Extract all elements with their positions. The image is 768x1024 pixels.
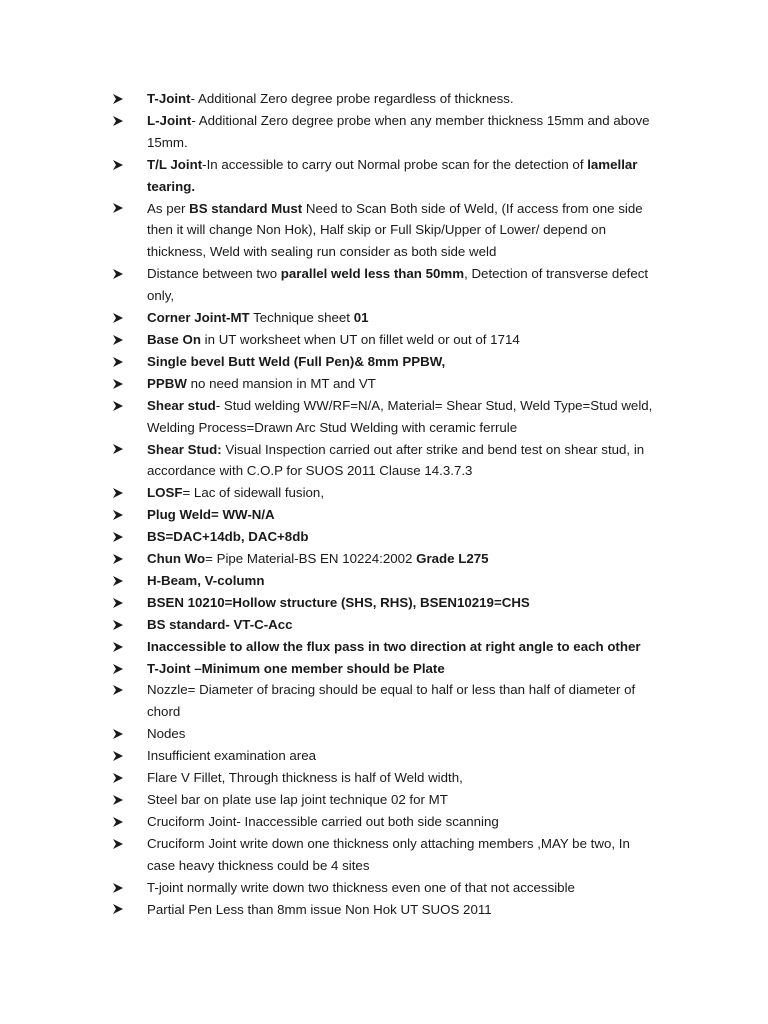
body-text: Partial Pen Less than 8mm issue Non Hok UT SUOS 2011 xyxy=(147,901,492,917)
arrow-bullet-icon xyxy=(112,789,130,811)
arrow-bullet-icon xyxy=(112,351,130,373)
bold-text: T/L Joint xyxy=(147,156,203,172)
list-item xyxy=(112,351,657,373)
list-item xyxy=(112,745,657,767)
list-item xyxy=(112,373,657,395)
list-item xyxy=(112,614,657,636)
arrow-bullet-icon xyxy=(112,679,130,701)
bullet-list xyxy=(112,88,657,920)
bold-text: Shear Stud: xyxy=(147,441,222,457)
list-item xyxy=(112,154,657,198)
body-text: - Additional Zero degree probe when any member thickness 15mm and above 15mm. xyxy=(147,112,650,150)
body-text: Visual Inspection carried out after strike and bend test on shear stud, in accordance with C.O.P for SUOS 2011 Clause 14.3.7.3 xyxy=(147,441,645,479)
body-text: Distance between two xyxy=(147,266,281,282)
list-item xyxy=(112,592,657,614)
list-item xyxy=(112,789,657,811)
arrow-bullet-icon xyxy=(112,899,130,921)
body-text: Flare V Fillet, Through thickness is half of Weld width, xyxy=(147,770,463,786)
body-text: Technique sheet xyxy=(249,310,354,326)
bold-text: BS standard Must xyxy=(189,200,303,216)
list-item xyxy=(112,767,657,789)
body-text: Need to Scan Both side of Weld, (If access from one side then it will change Non Hok), Half skip or Full Skip/Upper of Lower/ depend on thickness, Weld with sealing run consider as both side weld xyxy=(147,200,643,260)
arrow-bullet-icon xyxy=(112,329,130,351)
arrow-bullet-icon xyxy=(112,767,130,789)
arrow-bullet-icon xyxy=(112,526,130,548)
list-item xyxy=(112,548,657,570)
list-item xyxy=(112,439,657,483)
body-text: As per xyxy=(147,200,190,216)
body-text: - Additional Zero degree probe regardless of thickness. xyxy=(190,91,514,106)
list-item xyxy=(112,395,657,439)
bold-text: Single bevel Butt Weld (Full Pen)& 8mm PPBW, xyxy=(147,353,446,369)
bold-text: Shear stud xyxy=(147,397,216,413)
arrow-bullet-icon xyxy=(112,833,130,855)
body-text: , Detection of transverse defect only, xyxy=(147,266,649,304)
arrow-bullet-icon xyxy=(112,592,130,614)
list-item xyxy=(112,482,657,504)
list-item xyxy=(112,504,657,526)
bold-text: Base On xyxy=(147,331,201,347)
bold-text: BS standard- VT-C-Acc xyxy=(147,616,293,632)
bold-text: 01 xyxy=(353,310,369,326)
bold-text: T-Joint –Minimum one member should be Plate xyxy=(147,660,445,676)
arrow-bullet-icon xyxy=(112,439,130,461)
body-text: Nozzle= Diameter of bracing should be equal to half or less than half of diameter of chord xyxy=(147,682,636,720)
body-text: T-joint normally write down two thickness even one of that not accessible xyxy=(147,879,575,895)
list-item xyxy=(112,570,657,592)
bold-text: Grade L275 xyxy=(416,551,489,567)
arrow-bullet-icon xyxy=(112,198,130,220)
arrow-bullet-icon xyxy=(112,504,130,526)
list-item xyxy=(112,658,657,680)
arrow-bullet-icon xyxy=(112,548,130,570)
body-text: no need mansion in MT and VT xyxy=(186,375,376,391)
list-item xyxy=(112,679,657,723)
list-item xyxy=(112,110,657,154)
arrow-bullet-icon xyxy=(112,723,130,745)
bold-text: Chun Wo xyxy=(147,551,206,567)
list-item xyxy=(112,723,657,745)
body-text: Insufficient examination area xyxy=(147,748,317,764)
bold-text: PPBW xyxy=(147,375,187,391)
body-text: Cruciform Joint write down one thickness only attaching members ,MAY be two, In case heavy thickness could be 4 sites xyxy=(147,835,630,873)
bold-text: Corner Joint-MT xyxy=(147,310,250,326)
list-item xyxy=(112,877,657,899)
arrow-bullet-icon xyxy=(112,373,130,395)
arrow-bullet-icon xyxy=(112,154,130,176)
arrow-bullet-icon xyxy=(112,570,130,592)
list-item xyxy=(112,526,657,548)
arrow-bullet-icon xyxy=(112,811,130,833)
arrow-bullet-icon xyxy=(112,395,130,417)
bold-text: Inaccessible to allow the flux pass in two direction at right angle to each other xyxy=(147,638,641,654)
arrow-bullet-icon xyxy=(112,88,130,110)
bold-text: H-Beam, V-column xyxy=(147,572,265,588)
list-item xyxy=(112,636,657,658)
list-item xyxy=(112,263,657,307)
arrow-bullet-icon xyxy=(112,636,130,658)
body-text: -In accessible to carry out Normal probe scan for the detection of xyxy=(202,156,588,172)
arrow-bullet-icon xyxy=(112,658,130,680)
body-text: - Stud welding WW/RF=N/A, Material= Shear Stud, Weld Type=Stud weld, Welding Process=Drawn Arc Stud Welding with ceramic ferrule xyxy=(147,397,653,435)
list-item xyxy=(112,329,657,351)
bold-text: T-Joint xyxy=(147,91,191,106)
body-text: = Lac of sidewall fusion, xyxy=(182,485,325,501)
list-item xyxy=(112,811,657,833)
bold-text: parallel weld less than 50mm xyxy=(280,266,465,282)
bold-text: LOSF xyxy=(147,485,183,501)
arrow-bullet-icon xyxy=(112,110,130,132)
list-item xyxy=(112,88,657,110)
arrow-bullet-icon xyxy=(112,482,130,504)
body-text: = Pipe Material-BS EN 10224:2002 xyxy=(205,551,417,567)
bold-text: L-Joint xyxy=(147,112,192,128)
body-text: Nodes xyxy=(147,726,186,742)
body-text: Cruciform Joint- Inaccessible carried out both side scanning xyxy=(147,813,499,829)
arrow-bullet-icon xyxy=(112,877,130,899)
arrow-bullet-icon xyxy=(112,307,130,329)
bold-text: lamellar tearing. xyxy=(147,156,638,194)
list-item xyxy=(112,899,657,921)
body-text: in UT worksheet when UT on fillet weld or out of 1714 xyxy=(200,331,520,347)
bold-text: BS=DAC+14db, DAC+8db xyxy=(147,529,309,545)
body-text: Steel bar on plate use lap joint technique 02 for MT xyxy=(147,792,448,807)
list-item xyxy=(112,307,657,329)
arrow-bullet-icon xyxy=(112,263,130,285)
bold-text: BSEN 10210=Hollow structure (SHS, RHS), BSEN10219=CHS xyxy=(147,594,530,610)
arrow-bullet-icon xyxy=(112,745,130,767)
bold-text: Plug Weld= WW-N/A xyxy=(147,507,275,523)
list-item xyxy=(112,833,657,877)
list-item xyxy=(112,198,657,264)
arrow-bullet-icon xyxy=(112,614,130,636)
